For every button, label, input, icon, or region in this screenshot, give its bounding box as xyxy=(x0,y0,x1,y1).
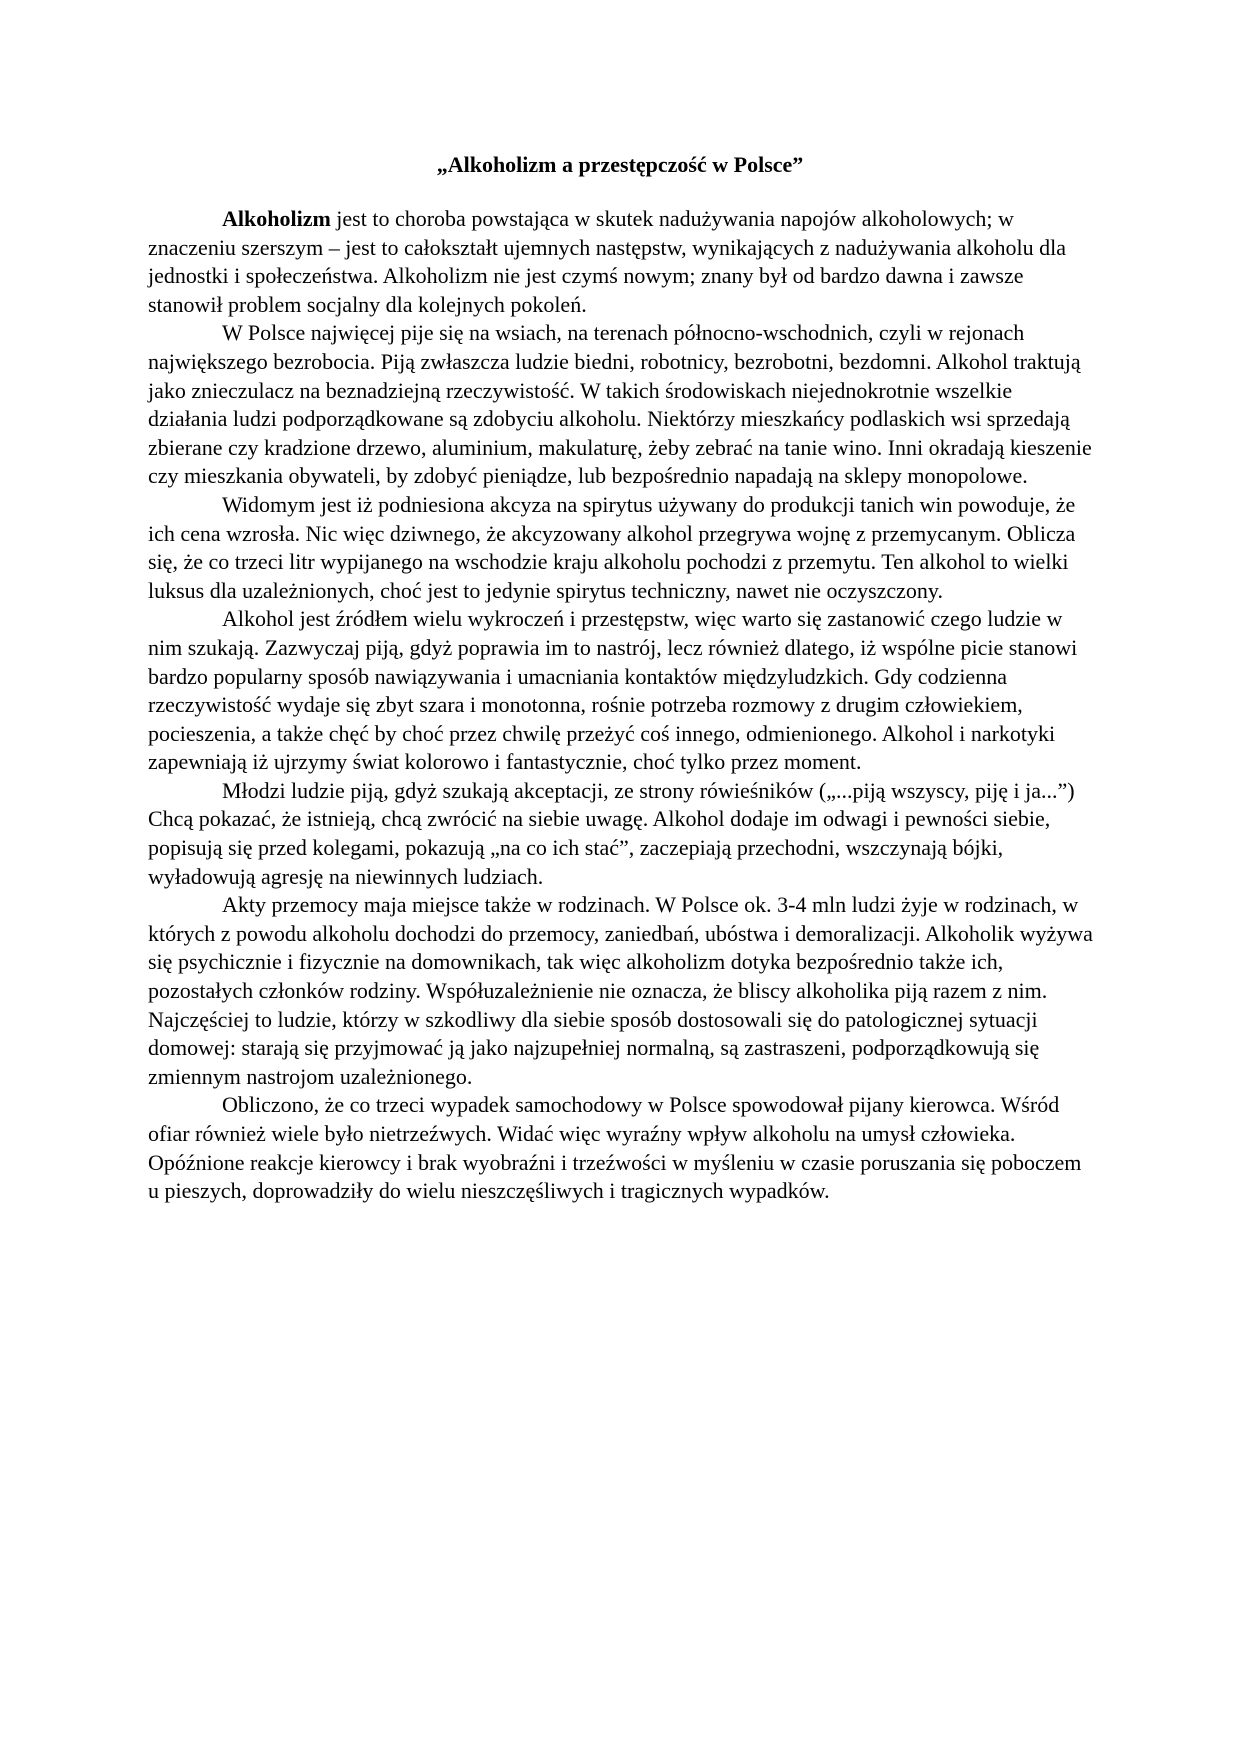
paragraph-lead-term: Alkoholizm xyxy=(222,206,331,231)
paragraph-4: Alkohol jest źródłem wielu wykroczeń i przestępstw, więc warto się zastanowić czego ludzie w nim szukają. Zazwyczaj piją, gdyż poprawia im to nastrój, lecz również dlatego, iż wspólne picie stanowi bardzo popularny sposób nawiązywania i umacniania kontaktów międzyludzkich. Gdy codzienna rzeczywistość wydaje się zbyt szara i monotonna, rośnie potrzeba rozmowy z drugim człowiekiem, pocieszenia, a także chęć by choć przez chwilę przeżyć coś innego, odmienionego. Alkohol i narkotyki zapewniają iż ujrzymy świat kolorowo i fantastycznie, choć tylko przez moment. xyxy=(148,606,1078,775)
document-title: „Alkoholizm a przestępczość w Polsce” xyxy=(436,152,804,177)
paragraph-6: Akty przemocy maja miejsce także w rodzinach. W Polsce ok. 3-4 mln ludzi żyje w rodzinach, w których z powodu alkoholu dochodzi do przemocy, zaniedbań, ubóstwa i demoralizacji. Alkoholik wyżywa się psychicznie i fizycznie na domownikach, tak więc alkoholizm dotyka bezpośrednio także ich, pozostałych członków rodziny. Współuzależnienie nie oznacza, że bliscy alkoholika piją razem z nim. Najczęściej to ludzie, którzy w szkodliwy dla siebie sposób dostosowali się do patologicznej sytuacji domowej: starają się przyjmować ją jako najzupełniej normalną, są zastraszeni, podporządkowują się zmiennym nastrojom uzależnionego. xyxy=(148,892,1093,1089)
paragraph-1 xyxy=(148,205,1093,319)
paragraph-7: Obliczono, że co trzeci wypadek samochodowy w Polsce spowodował pijany kierowca. Wśród ofiar również wiele było nietrzeźwych. Widać więc wyraźny wpływ alkoholu na umysł człowieka. Opóźnione reakcje kierowcy i brak wyobraźni i trzeźwości w myśleniu w czasie poruszania się poboczem u pieszych, doprowadziły do wielu nieszczęśliwych i tragicznych wypadków. xyxy=(148,1092,1082,1204)
paragraph-3: Widomym jest iż podniesiona akcyza na spirytus używany do produkcji tanich win powoduje, że ich cena wzrosła. Nic więc dziwnego, że akcyzowany alkohol przegrywa wojnę z przemycanym. Oblicza się, że co trzeci litr wypijanego na wschodzie kraju alkoholu pochodzi z przemytu. Ten alkohol to wielki luksus dla uzależnionych, choć jest to jedynie spirytus techniczny, nawet nie oczyszczony. xyxy=(148,491,1076,603)
document-body xyxy=(148,205,1093,1206)
paragraph-5: Młodzi ludzie piją, gdyż szukają akceptacji, ze strony rówieśników („...piją wszyscy, piję i ja...”) Chcą pokazać, że istnieją, chcą zwrócić na siebie uwagę. Alkohol dodaje im odwagi i pewności siebie, popisują się przed kolegami, pokazują „na co ich stać”, zaczepiają przechodni, wszczynają bójki, wyładowują agresję na niewinnych ludziach. xyxy=(148,777,1075,889)
paragraph-2: W Polsce najwięcej pije się na wsiach, na terenach północno-wschodnich, czyli w rejonach największego bezrobocia. Piją zwłaszcza ludzie biedni, robotnicy, bezrobotni, bezdomni. Alkohol traktują jako znieczulacz na beznadziejną rzeczywistość. W takich środowiskach niejednokrotnie wszelkie działania ludzi podporządkowane są zdobyciu alkoholu. Niektórzy mieszkańcy podlaskich wsi sprzedają zbierane czy kradzione drzewo, aluminium, makulaturę, żeby zebrać na tanie wino. Inni okradają kieszenie czy mieszkania obywateli, by zdobyć pieniądze, lub bezpośrednio napadają na sklepy monopolowe. xyxy=(148,320,1092,489)
paragraph-1-text: jest to choroba powstająca w skutek nadużywania napojów alkoholowych; w znaczeniu szerszym – jest to całokształt ujemnych następstw, wynikających z nadużywania alkoholu dla jednostki i społeczeństwa. Alkoholizm nie jest czymś nowym; znany był od bardzo dawna i zawsze stanowił problem socjalny dla kolejnych pokoleń. xyxy=(148,206,1066,317)
